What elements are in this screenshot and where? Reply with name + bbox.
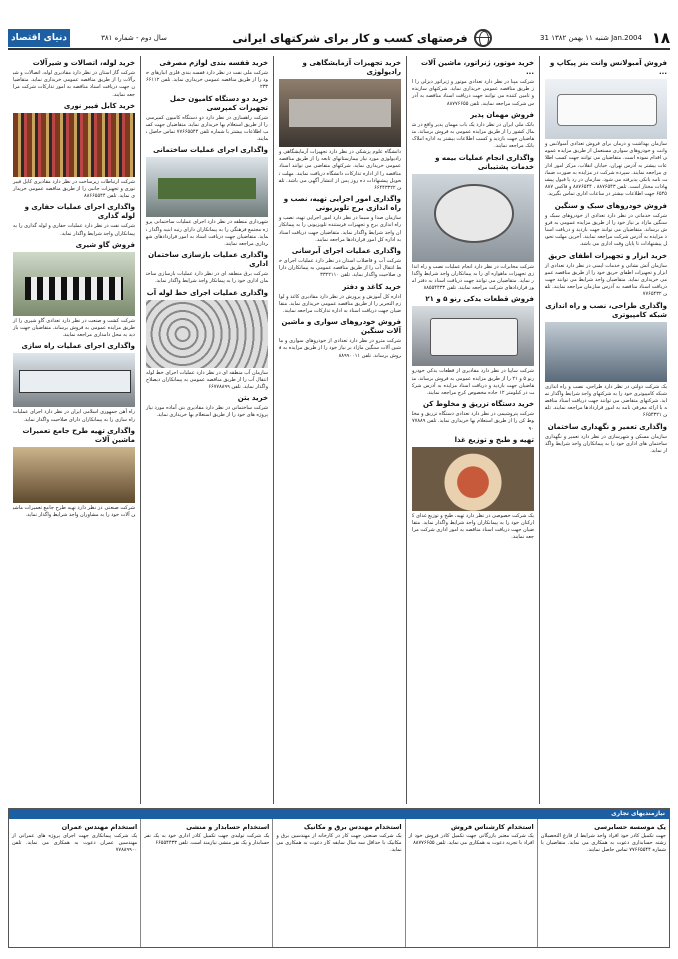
truck-photo [146,157,268,217]
classified-headline: استخدام مهندس عمران [61,823,138,831]
mach-photo [13,447,135,503]
article-headline: خرید ابزار و تجهیزات اطفای حریق [548,251,667,260]
column-1 [542,56,670,804]
van-photo [545,79,667,139]
article-headline: واگذاری عملیات اجرای خط لوله آب [146,288,268,297]
article-headline: واگذاری امور اجرایی تهیه، نصب و راه اندازی برج تلویزیونی [283,195,401,213]
article-body: دانشگاه علوم پزشکی در نظر دارد تجهیزات آزمایشگاهی و رادیولوژی مورد نیاز بیمارستانهای تابعه را از طریق مناقصه عمومی خریداری نماید. شرکتهای متقاضی می توانند اسناد مناقصه را از اداره تدارکات دانشگاه دریافت نمایند. مهلت تحویل پیشنهادات ده روز پس از انتشار آگهی می باشد. تلفن ۶۶۴۴۳۳۲۲ [279,149,401,192]
column-divider [539,56,540,804]
article-body: شرکت خدماتی در نظر دارد تعدادی از خودروهای سبک و سنگین مازاد بر نیاز خود را از طریق مزایده عمومی به فروش برساند. متقاضیان می توانند جهت بازدید و دریافت اسناد مزایده به آدرس شرکت مراجعه نمایند. آخرین مهلت تحویل پیشنهادات تا پایان وقت اداری می باشد. [545,212,667,248]
article-headline: خرید لوله، اتصالات و شیرآلات [32,59,135,67]
article-body: سازمان آتش نشانی و خدمات ایمنی در نظر دارد تعدادی از ابزار و تجهیزات اطفای حریق خود را از طریق مناقصه عمومی خریداری نماید. متقاضیان واجد شرایط می توانند جهت دریافت اسناد مناقصه به آدرس سازمان مراجعه نمایند. تلفن ۷۷۶۵۴۳۲ [545,262,667,298]
article-body: سازمان صدا و سیما در نظر دارد امور اجرایی تهیه، نصب و راه اندازی برج و تجهیزات فرستنده تلویزیونی را به پیمانکاران واجد شرایط واگذار نماید. متقاضیان جهت دریافت اسناد به اداره کل امور قراردادها مراجعه نمایند. [279,215,401,243]
article-headline: فروش مهمان پذیر [470,110,534,119]
issue-number: سال دوم - شماره ۳۸۱ [101,34,167,42]
globe-icon [474,29,492,47]
article-headline: خرید کاغذ و دفتر [342,282,401,291]
article-headline: واگذاری تهیه طرح جامع تعمیرات ماشین آلات [22,426,135,444]
classified-headline: استخدام حسابدار و منشی [186,823,270,831]
article-body: شرکت صنعتی در نظر دارد تهیه طرح جامع تعمیرات ماشین آلات خود را به مشاوران واجد شرایط واگذار نماید. [13,504,135,519]
cows-photo [13,252,135,316]
article-headline: خرید دستگاه تزریق و مخلوط کن [423,400,534,409]
article-headline: واگذاری عملیات اجرای آبرسانی [291,247,401,256]
column-divider [140,56,141,804]
article-body: شرکت پتروشیمی در نظر دارد تعدادی دستگاه تزریق و مخلوط کن را از طریق استعلام بها خریداری نماید. تلفن ۷۷۸۸۹۹۰ [412,411,534,432]
page-number: ۱۸ [651,29,670,47]
classified-ad [272,819,404,947]
article-body: یک شرکت دولتی در نظر دارد طراحی، نصب و راه اندازی شبکه کامپیوتری خود را به شرکتهای واجد شرایط واگذار نماید. شرکتهای متقاضی می توانند جهت دریافت اسناد مناقصه با ارائه معرفی نامه به امور قراردادها مراجعه نمایند. تلفن ۶۶۵۴۳۲۱ [545,383,667,419]
article-body: سازمان آب منطقه ای در نظر دارد عملیات اجرای خط لوله انتقال آب را از طریق مناقصه عمومی به پیمانکاران ذیصلاح واگذار نماید. تلفن ۶۶۷۷۸۸۹۹ [146,369,268,391]
issue-date [536,34,646,42]
classified-ad [9,819,140,947]
car-photo [412,306,534,366]
article-body: سازمان بهداشت و درمان برای فروش تعدادی آمبولانس و وانت و خودروهای سواری مستعمل از طریق مزایده عمومی اقدام نموده است. متقاضیان می توانند جهت کسب اطلاعات بیشتر به آدرس تهران، خیابان انقلاب، مرکز امور اداری مراجعه نمایند. سپرده شرکت در مزایده به صورت ضمانت نامه بانکی پذیرفته می شود. سازمان در رد یا قبول پیشنهادات مختار است. تلفن ۸۸۷۶۵۴۳ ، ۸۸۷۶۵۴۴ و فاکس ۸۸۷۶۵۴۵ جهت اطلاعات بیشتر در ساعات اداری تماس بگیرید. [545,141,667,198]
article-headline: خرید دو دستگاه کامیون حمل تجهیزات کمپرسی [169,94,268,112]
classified-body: جهت تکمیل کادر خود افراد واجد شرایط از فارغ التحصیلان رشته حسابداری دعوت به همکاری می نماید. متقاضیان با شماره ۷۷۶۶۵۵۴۴ تماس حاصل نمایند. [540,833,666,853]
article-body: راه آهن جمهوری اسلامی ایران در نظر دارد اجرای عملیات راه سازی را به پیمانکاران دارای صلاحیت واگذار نماید. [13,409,135,423]
article-body: شهرداری منطقه در نظر دارد اجرای عملیات ساختمانی پروژه مجتمع فرهنگی را به پیمانکاران دارای رتبه ابنیه واگذار نماید. متقاضیان جهت دریافت اسناد به امور قراردادهای شهرداری مراجعه نمایند. [146,219,268,248]
section-title: فرصتهای کسب و کار برای شرکتهای ایرانی [232,31,468,45]
classified-headline: استخدام مهندس برق و مکانیک [303,823,402,831]
article-headline: واگذاری انجام عملیات بیمه و خدمات پشتیبانی [435,153,534,171]
article-headline: فروش قطعات یدکی رنو ۵ و ۲۱ [425,295,534,304]
article-body: بانک ملی ایران در نظر دارد یک باب مهمان پذیر واقع در شمال کشور را از طریق مزایده عمومی به فروش برساند. متقاضیان جهت بازدید و کسب اطلاعات بیشتر به اداره املاک بانک مراجعه نمایند. [412,121,534,150]
article-headline: خرید بتن [237,394,268,403]
classifieds-bar: نیازمندیهای تجاری [9,809,669,819]
column-3 [276,56,404,804]
article-headline: خرید قفسه بندی لوازم مصرفی [159,59,268,67]
page-header [8,28,670,50]
article-headline: واگذاری تعمیر و نگهداری ساختمان [547,422,667,431]
article-headline: تهیه و طبخ و توزیع غذا [454,435,534,444]
classified-body: یک شرکت تولیدی جهت تکمیل کادر اداری خود به یک نفر حسابدار و یک نفر منشی نیازمند است. تلفن ۶۶۵۵۴۴۳۳ [144,833,270,846]
article-headline: خرید کابل فیبر نوری [63,101,135,110]
column-4 [143,56,271,804]
article-body: شرکت گاز استان در نظر دارد مقادیری لوله، اتصالات و شیرآلات را از طریق مناقصه عمومی خریداری نماید. متقاضیان جهت دریافت اسناد مناقصه به امور تدارکات شرکت مراجعه نمایند. [13,70,135,98]
article-body: اداره کل آموزش و پرورش در نظر دارد مقادیری کاغذ و لوازم التحریر را از طریق مناقصه عمومی خریداری نماید. متقاضیان جهت دریافت اسناد به اداره تدارکات مراجعه نمایند. [279,293,401,315]
lab-photo [279,79,401,147]
article-body: شرکت ارتباطات زیرساخت در نظر دارد مقادیری کابل فیبر نوری و تجهیزات جانبی را از طریق مناقصه عمومی خریداری نماید. تلفن ۸۸۶۶۵۵۴۴ [13,178,135,200]
pipes-photo [146,300,268,368]
article-body: شرکت نفت در نظر دارد عملیات حفاری و لوله گذاری را به پیمانکاران واجد شرایط واگذار نماید. [13,223,135,237]
article-headline: خرید موتور، ژنراتور، ماشین آلات ... [420,59,534,76]
article-body: شرکت مپنا در نظر دارد تعدادی موتور و ژنراتور دیزلی را از طریق مناقصه عمومی خریداری نماید. شرکتهای سازنده و تامین کننده می توانند جهت دریافت اسناد مناقصه به آدرس شرکت مراجعه نمایند. تلفن ۸۸۷۷۶۶۵۵ [412,79,534,107]
section-title-wrap [194,29,536,47]
article-body: شرکت مخابرات در نظر دارد انجام عملیات نصب و راه اندازی تجهیزات ماهواره ای را به پیمانکاران واجد شرایط واگذار نماید. متقاضیان می توانند جهت دریافت اسناد به دفتر امور قراردادهای شرکت مراجعه نمایند. تلفن ۸۸۵۵۴۴۳۳ [412,263,534,292]
article-headline: واگذاری اجرای عملیات راه سازی [21,342,135,351]
article-headline: واگذاری اجرای عملیات ساختمانی [153,146,268,155]
article-body: شرکت کشت و صنعت در نظر دارد تعدادی گاو شیری را از طریق مزایده عمومی به فروش برساند. متقاضیان جهت بازدید به محل دامداری مراجعه نمایند. [13,317,135,339]
sat-photo [412,174,534,262]
classified-ad [405,819,537,947]
classified-headline: استخدام کارشناس فروش [450,823,534,831]
food-photo [412,447,534,511]
column-2 [409,56,537,804]
article-body: شرکت ملی نفت در نظر دارد قفسه بندی فلزی انبارهای خود را از طریق مناقصه عمومی خریداری نماید. تلفن ۶۶۱۱۲۲۳۳ [146,70,268,91]
column-divider [406,56,407,804]
date-en: 31 Jan.2004 [540,34,642,42]
article-headline: واگذاری عملیات بازسازی ساختمان اداری [148,251,268,269]
classified-headline: یک موسسه حسابرسی [594,823,666,831]
article-headline: خرید تجهیزات آزمایشگاهی و رادیولوژی [302,59,401,76]
article-headline: فروش گاو شیری [75,240,135,249]
article-body: شرکت ساختمانی در نظر دارد مقادیری بتن آماده مورد نیاز پروژه های خود را از طریق استعلام بها خریداری نماید. [146,405,268,419]
article-headline: واگذاری طراحی، نصب و راه اندازی شبکه کامپیوتری [545,301,667,319]
date-fa: شنبه ۱۱ بهمن ۱۳۸۲ [551,34,609,42]
classified-body: یک شرکت پیمانکاری جهت اجرای پروژه های عمرانی از مهندسین عمران دعوت به همکاری می نماید. تلفن ۷۷۸۸۹۹۰۰ [11,833,138,853]
column-divider [273,56,274,804]
office-photo [545,322,667,382]
classified-body: یک شرکت معتبر بازرگانی جهت تکمیل کادر فروش خود از افراد با تجربه دعوت به همکاری می نماید. تلفن ۸۸۷۷۶۶۵۵ [408,833,534,846]
article-headline: واگذاری اجرای عملیات حفاری و لوله گذاری [24,203,135,221]
article-body: شرکت آب و فاضلاب استان در نظر دارد عملیات اجرای خط انتقال آب را از طریق مناقصه عمومی به پیمانکاران دارای صلاحیت واگذار نماید. تلفن ۳۳۲۲۱۱۰ [279,258,401,279]
article-body: شرکت مترو در نظر دارد تعدادی از خودروهای سواری و ماشین آلات سنگین مازاد بر نیاز خود را از طریق مزایده به فروش برساند. تلفن ۸۸۹۹۰۰۱۱ [279,338,401,359]
cable-photo [13,113,135,177]
article-headline: فروش آمبولانس وانت بنز پیکاپ و ... [549,59,667,76]
classified-ad [537,819,669,947]
classifieds-row [9,819,669,947]
article-headline: فروش خودروهای سواری و ماشین آلات سنگین [281,318,401,336]
classified-body: یک شرکت صنعتی جهت کار در کارخانه از مهندسین برق و مکانیک با حداقل سه سال سابقه کار دعوت به همکاری می نماید. [276,833,402,853]
article-body: شرکت سایپا در نظر دارد مقادیری از قطعات یدکی خودرو رنو ۵ و ۲۱ را از طریق مزایده عمومی به فروش برساند. متقاضیان جهت بازدید و دریافت اسناد مزایده به آدرس شرکت در کیلومتر ۱۲ جاده مخصوص کرج مراجعه نمایند. [411,368,534,397]
article-headline: فروش خودروهای سبک و سنگین [554,201,667,210]
article-body: شرکت راهسازی در نظر دارد دو دستگاه کامیون کمپرسی را از طریق استعلام بها خریداری نماید. متقاضیان جهت کسب اطلاعات بیشتر با شماره تلفن ۷۷۶۶۵۵۴۴ تماس حاصل نمایند. [146,114,269,143]
train-photo [13,353,135,407]
article-body: شرکت برق منطقه ای در نظر دارد عملیات بازسازی ساختمان اداری خود را به پیمانکار واجد شرایط واگذار نماید. [146,271,268,285]
newspaper-logo: دنیای اقتصاد [8,29,70,47]
column-5 [10,56,138,804]
article-body: سازمان مسکن و شهرسازی در نظر دارد تعمیر و نگهداری ساختمان های اداری خود را به پیمانکاران واجد شرایط واگذار نماید. [545,433,667,455]
classifieds-section [8,808,670,948]
classified-ad [140,819,272,947]
article-body: یک شرکت خصوصی در نظر دارد تهیه، طبخ و توزیع غذای کارکنان خود را به پیمانکاران واجد شرایط واگذار نماید. متقاضیان جهت دریافت اسناد مناقصه به امور اداری شرکت مراجعه نمایند. [412,512,534,541]
